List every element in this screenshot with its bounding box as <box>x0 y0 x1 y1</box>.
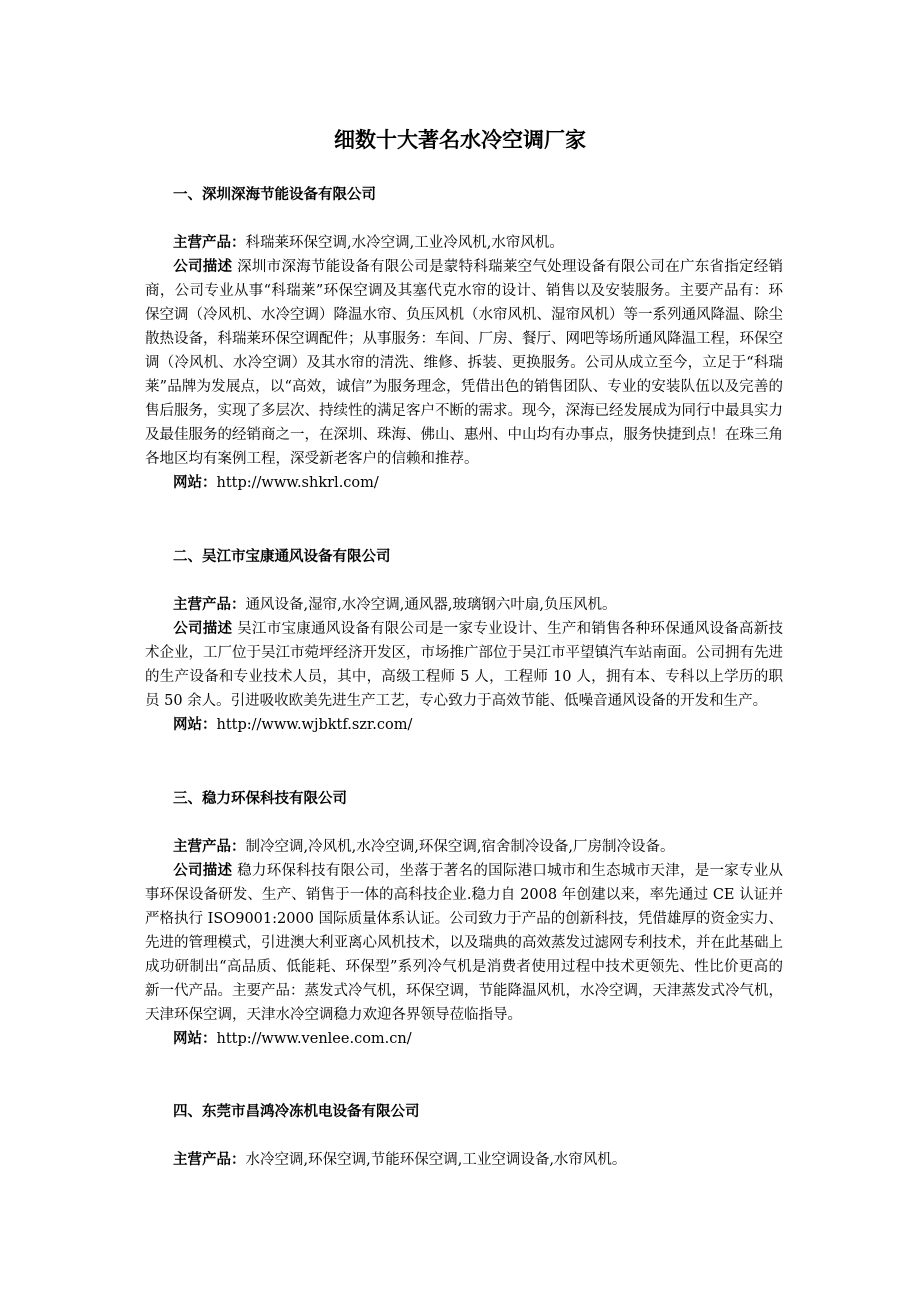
products-text: 水冷空调,环保空调,节能环保空调,工业空调设备,水帘风机。 <box>245 1152 627 1168</box>
website-label: 网站： <box>173 717 217 733</box>
section-4 <box>173 1100 783 1172</box>
products-line <box>173 593 783 617</box>
description-label: 公司描述 <box>173 259 233 275</box>
description-text: 吴江市宝康通风设备有限公司是一家专业设计、生产和销售各种环保通风设备高新技术企业，工厂位于吴江市菀坪经济开发区，市场推广部位于吴江市平望镇汽车站南面。公司拥有先进的生产设备和专业技术人员，其中，高级工程师 5 人，工程师 10 人，拥有本、专科以上学历的职员 50 余人。引进吸收欧美先进生产工艺，专心致力于高效节能、低噪音通风设备的开发和生产。 <box>145 621 784 709</box>
description-label: 公司描述 <box>173 621 233 637</box>
products-label: 主营产品： <box>173 839 246 855</box>
products-line <box>173 1148 783 1172</box>
description-text: 稳力环保科技有限公司，坐落于著名的国际港口城市和生态城市天津，是一家专业从事环保设备研发、生产、销售于一体的高科技企业.稳力自 2008 年创建以来，率先通过 CE 认证并严格执行 ISO9001:2000 国际质量体系认证。公司致力于产品的创新科技，凭借雄厚的资金实力、先进的管理模式，引进澳大利亚离心风机技术，以及瑞典的高效蒸发过滤网专利技术，并在此基础上成功研制出“高品质、低能耗、环保型”系列冷气机是消费者使用过程中技术更领先、性比价更高的新一代产品。主要产品：蒸发式冷气机，环保空调，节能降温风机，水冷空调，天津蒸发式冷气机，天津环保空调，天津水冷空调稳力欢迎各界领导莅临指导。 <box>145 863 784 1023</box>
description-paragraph <box>145 859 783 1027</box>
website-line <box>173 471 783 495</box>
website-line <box>173 713 783 737</box>
products-text: 科瑞莱环保空调,水冷空调,工业冷风机,水帘风机。 <box>245 235 564 251</box>
products-label: 主营产品： <box>173 597 246 613</box>
section-1 <box>145 183 784 495</box>
section-heading: 二、吴江市宝康通风设备有限公司 <box>173 549 391 565</box>
description-paragraph <box>145 255 783 471</box>
products-label: 主营产品： <box>173 1152 246 1168</box>
description-paragraph <box>145 617 783 713</box>
website-label: 网站： <box>173 475 217 491</box>
section-2 <box>145 545 784 737</box>
website-link[interactable]: http://www.shkrl.com/ <box>216 475 379 491</box>
description-label: 公司描述 <box>173 863 233 879</box>
website-line <box>173 1027 783 1051</box>
products-line <box>173 231 783 255</box>
website-link[interactable]: http://www.wjbktf.szr.com/ <box>216 717 413 733</box>
section-3 <box>145 787 784 1051</box>
document-title: 细数十大著名水冷空调厂家 <box>334 128 586 152</box>
description-text: 深圳市深海节能设备有限公司是蒙特科瑞莱空气处理设备有限公司在广东省指定经销商，公司专业从事“科瑞莱”环保空调及其塞代克水帘的设计、销售以及安装服务。主要产品有：环保空调（冷风机、水冷空调）降温水帘、负压风机（水帘风机、湿帘风机）等一系列通风降温、除尘散热设备，科瑞莱环保空调配件；从事服务：车间、厂房、餐厅、网吧等场所通风降温工程，环保空调（冷风机、水冷空调）及其水帘的清洗、维修、拆装、更换服务。公司从成立至今，立足于“科瑞莱”品牌为发展点，以“高效，诚信”为服务理念，凭借出色的销售团队、专业的安装队伍以及完善的售后服务，实现了多层次、持续性的满足客户不断的需求。现今，深海已经发展成为同行中最具实力及最佳服务的经销商之一，在深圳、珠海、佛山、惠州、中山均有办事点，服务快捷到点！在珠三角各地区均有案例工程，深受新老客户的信赖和推荐。 <box>145 259 784 467</box>
section-heading: 四、东莞市昌鸿冷冻机电设备有限公司 <box>173 1104 420 1120</box>
products-line <box>173 835 783 859</box>
section-heading: 三、稳力环保科技有限公司 <box>173 791 347 807</box>
section-heading: 一、深圳深海节能设备有限公司 <box>173 187 376 203</box>
website-link[interactable]: http://www.venlee.com.cn/ <box>216 1031 412 1047</box>
website-label: 网站： <box>173 1031 217 1047</box>
products-text: 制冷空调,冷风机,水冷空调,环保空调,宿舍制冷设备,厂房制冷设备。 <box>245 839 675 855</box>
products-label: 主营产品： <box>173 235 246 251</box>
products-text: 通风设备,湿帘,水冷空调,通风器,玻璃钢六叶扇,负压风机。 <box>245 597 617 613</box>
